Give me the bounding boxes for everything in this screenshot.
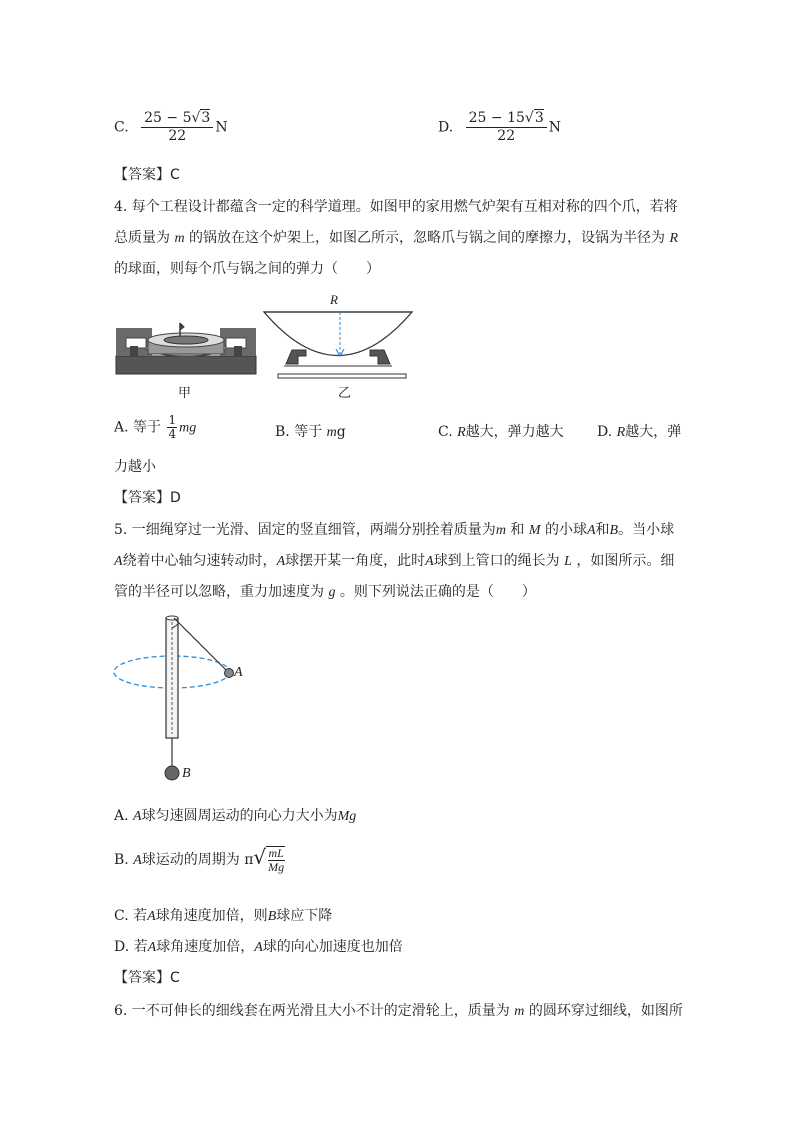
var-A: A [133,809,142,824]
var-A: A [133,853,142,868]
text: 球运动的周期为 π [141,852,254,868]
q4-stem-line2 [114,227,678,247]
q5-option-d [114,936,403,956]
fig-yi-label: 乙 [338,386,352,401]
q4-stem-line3: 的球面，则每个爪与锅之间的弹力（ ） [114,261,380,277]
option-label: C. [438,424,453,440]
value: Mg [337,809,357,824]
var-m: m [514,1004,525,1019]
option-label: D. [597,424,613,440]
text: 。当小球 [618,522,675,538]
text: 总质量为 [114,230,170,246]
text: 和 [595,522,610,538]
answer-tag: 【答案】 [114,970,170,986]
unit: N [215,119,228,136]
var-M: M [528,523,541,538]
unit: N [548,119,561,136]
fraction: $\frac{25 - 5√3}{22}$ [141,110,213,145]
q5-stem-line1 [114,519,674,539]
answer-value: D [170,490,181,506]
var-m: m [495,523,506,538]
numerator: 1 [168,413,177,427]
q5-stem-line2 [114,550,674,570]
numerator: mL [268,846,284,860]
denominator: 22 [168,128,187,144]
text: 球到上管口的绳长为 [433,553,560,569]
sqrt-value: 3 [201,110,211,126]
text: 6. 一不可伸长的细线套在两光滑且大小不计的定滑轮上，质量为 [114,1003,510,1019]
value: mg [179,420,197,436]
text: 球角速度加倍，则 [155,908,268,924]
q4-option-a [114,414,196,441]
fig-label-b: B [182,766,191,781]
q3-answer [114,164,180,184]
text: 球的向心加速度也加倍 [262,939,403,955]
option-label: B. [114,852,129,868]
q4-answer [114,487,181,507]
var-A: A [114,554,123,569]
option-label: D. [438,119,454,136]
q4-option-c [438,421,564,441]
option-label: D. 若 [114,939,148,955]
fraction: $\frac{25 - 15√3}{22}$ [466,110,547,145]
var-B: B [267,909,277,924]
answer-value: C [170,167,180,183]
stove-figure [116,318,258,378]
sqrt-value: 3 [534,110,544,126]
q5-answer [114,967,180,987]
text: 球匀速圆周运动的向心力大小为 [141,808,338,824]
var-A: A [586,523,596,538]
fig-R-label: R [330,292,338,307]
var-R: R [457,425,466,440]
text: 球摆开某一角度，此时 [285,553,426,569]
text: 球角速度加倍， [156,939,255,955]
option-label: C. 若 [114,908,148,924]
option-label: A. 等于 [114,419,162,436]
text: 的锅放在这个炉架上，如图乙所示，忽略爪与锅之间的摩擦力，设锅为半径为 [189,230,666,246]
answer-value: C [170,970,180,986]
text: 。则下列说法正确的是（ ） [339,584,536,600]
denominator: 4 [168,427,177,441]
var-A: A [276,554,286,569]
text: 的圆环穿过细线，如图所 [528,1003,683,1019]
numerator: 25 − 15 [468,110,525,126]
var-B: B [609,523,619,538]
answer-tag: 【答案】 [114,490,170,506]
text: 5. 一细绳穿过一光滑、固定的竖直细管，两端分别拴着质量为 [114,522,496,538]
q5-option-a [114,805,356,825]
answer-tag: 【答案】 [114,167,170,183]
q4-stem-line1: 4. 每个工程设计都蕴含一定的科学道理。如图甲的家用燃气炉架有互相对称的四个爪，若将 [114,199,678,215]
var-m: m [174,231,185,246]
text: 管的半径可以忽略，重力加速度为 [114,584,324,600]
text: ，如图所示。细 [576,553,675,569]
q3-option-c [114,110,228,145]
var-A: A [425,554,434,569]
option-label: C. [114,119,129,136]
tube-figure [112,612,252,788]
q5-stem-line3 [114,581,536,601]
text: 绕着中心轴匀速转动时， [122,553,277,569]
var-g: g [328,585,336,600]
denominator: 22 [497,128,516,144]
q4-option-d-cont: 力越小 [114,459,156,475]
text: g [336,424,346,440]
var-R: R [616,425,626,440]
var-A: A [254,940,263,955]
q5-option-c [114,905,332,925]
numerator: 25 − 5 [144,110,192,126]
q3-option-d [438,110,561,145]
option-label: B. 等于 [275,424,323,440]
text: 球应下降 [276,908,333,924]
denominator: Mg [268,860,285,874]
option-label: A. [114,808,129,824]
var-m: m [326,425,337,440]
text: 越大，弹力越大 [465,424,564,440]
var-A: A [147,940,157,955]
fig-jia-label: 甲 [178,386,192,401]
text: 和 [510,522,525,538]
q4-option-d [597,421,681,441]
text: 越大，弹 [625,424,682,440]
var-A: A [147,909,156,924]
text: 的小球 [544,522,587,538]
var-R: R [669,231,679,246]
q5-option-b: B. A球运动的周期为 π√ $\frac{mL}{Mg}$ [114,845,285,874]
q6-stem-line1 [114,1000,683,1020]
q4-option-b [275,421,346,441]
var-L: L [564,554,572,569]
bowl-figure [262,304,414,379]
fig-label-a: A [234,665,243,680]
fraction [167,414,177,441]
sqrt-fraction [266,846,285,874]
